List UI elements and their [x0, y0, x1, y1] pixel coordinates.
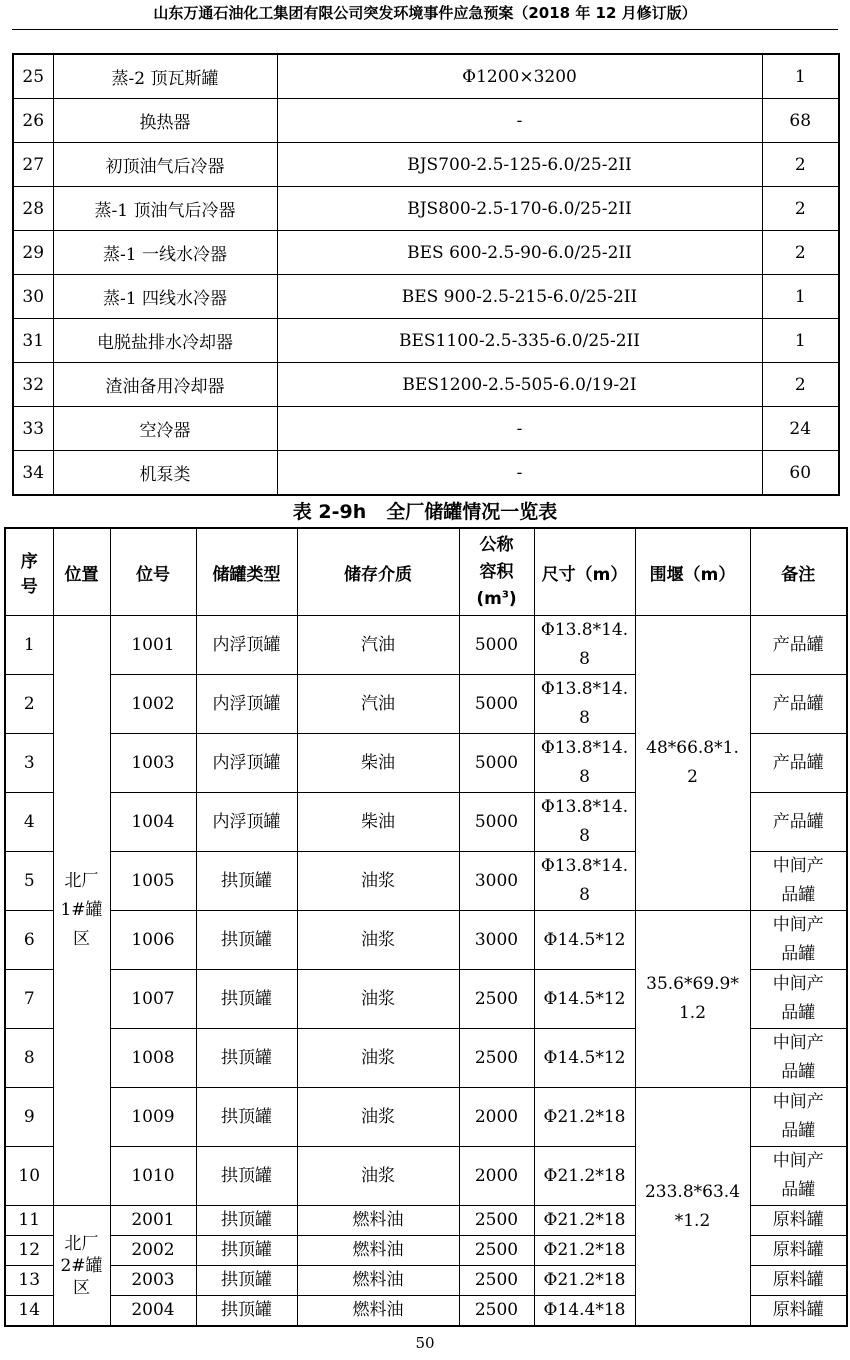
tank-remark-cell: 产品罐 [750, 675, 847, 734]
tank-capacity-cell: 2000 [459, 1147, 534, 1206]
tank-medium-cell: 油浆 [297, 1147, 459, 1206]
tank-remark-cell: 中间产 品罐 [750, 1147, 847, 1206]
tank-capacity-cell: 5000 [459, 675, 534, 734]
equipment-qty-cell: 2 [762, 363, 839, 407]
tank-medium-cell: 柴油 [297, 734, 459, 793]
location-cell: 北厂 2#罐 区 [53, 1206, 110, 1327]
tank-size-cell: Φ13.8*14. 8 [534, 734, 635, 793]
tank-size-cell: Φ13.8*14. 8 [534, 852, 635, 911]
tank-capacity-cell: 2000 [459, 1088, 534, 1147]
tank-tag-cell: 1001 [110, 616, 196, 675]
equipment-spec-cell: - [277, 407, 762, 451]
tank-no-cell: 5 [5, 852, 53, 911]
header-capacity: 公称 容积 $(m^3)$ [459, 528, 534, 616]
equipment-qty-cell: 68 [762, 99, 839, 143]
table-row [13, 407, 839, 451]
tank-capacity-cell: 2500 [459, 970, 534, 1029]
tank-no-cell: 1 [5, 616, 53, 675]
tank-no-cell: 14 [5, 1296, 53, 1327]
tank-tag-cell: 1005 [110, 852, 196, 911]
header-remark: 备注 [750, 528, 847, 616]
tank-capacity-cell: 2500 [459, 1236, 534, 1266]
equipment-spec-cell: BES 600-2.5-90-6.0/25-2II [277, 231, 762, 275]
dike-cell: 48*66.8*1. 2 [635, 616, 750, 911]
table-row [13, 54, 839, 99]
tank-type-cell: 内浮顶罐 [196, 793, 297, 852]
tank-remark-cell: 中间产 品罐 [750, 970, 847, 1029]
tank-no-cell: 7 [5, 970, 53, 1029]
tank-remark-cell: 中间产 品罐 [750, 852, 847, 911]
tank-medium-cell: 燃料油 [297, 1236, 459, 1266]
tank-type-cell: 内浮顶罐 [196, 734, 297, 793]
header-tag: 位号 [110, 528, 196, 616]
equipment-spec-cell: - [277, 451, 762, 496]
tank-tag-cell: 2003 [110, 1266, 196, 1296]
equipment-spec-cell: BJS700-2.5-125-6.0/25-2II [277, 143, 762, 187]
tank-tag-cell: 2004 [110, 1296, 196, 1327]
equipment-no-cell: 25 [13, 54, 53, 99]
tank-type-cell: 拱顶罐 [196, 1088, 297, 1147]
tank-tag-cell: 1009 [110, 1088, 196, 1147]
tank-type-cell: 拱顶罐 [196, 1206, 297, 1236]
tank-medium-cell: 油浆 [297, 1088, 459, 1147]
equipment-name-cell: 蒸-2 顶瓦斯罐 [53, 54, 277, 99]
tank-remark-cell: 原料罐 [750, 1266, 847, 1296]
tank-tag-cell: 1003 [110, 734, 196, 793]
tank-medium-cell: 燃料油 [297, 1296, 459, 1327]
tank-type-cell: 拱顶罐 [196, 852, 297, 911]
equipment-no-cell: 31 [13, 319, 53, 363]
document-header-title: 山东万通石油化工集团有限公司突发环境事件应急预案（2018 年 12 月修订版） [153, 4, 697, 22]
tank-type-cell: 内浮顶罐 [196, 616, 297, 675]
tank-size-cell: Φ21.2*18 [534, 1088, 635, 1147]
equipment-table-body [13, 54, 839, 495]
tank-table [4, 527, 848, 1327]
tank-medium-cell: 油浆 [297, 852, 459, 911]
tank-remark-cell: 原料罐 [750, 1206, 847, 1236]
tank-remark-cell: 中间产 品罐 [750, 911, 847, 970]
equipment-spec-cell: BES1200-2.5-505-6.0/19-2I [277, 363, 762, 407]
tank-type-cell: 拱顶罐 [196, 1147, 297, 1206]
tank-size-cell: Φ13.8*14. 8 [534, 675, 635, 734]
table-row [5, 911, 847, 970]
tank-medium-cell: 油浆 [297, 911, 459, 970]
tank-size-cell: Φ13.8*14. 8 [534, 793, 635, 852]
equipment-qty-cell: 1 [762, 319, 839, 363]
table-row [13, 451, 839, 496]
tank-tag-cell: 1002 [110, 675, 196, 734]
tank-tag-cell: 1004 [110, 793, 196, 852]
equipment-no-cell: 28 [13, 187, 53, 231]
tank-medium-cell: 燃料油 [297, 1266, 459, 1296]
equipment-name-cell: 换热器 [53, 99, 277, 143]
equipment-spec-cell: Φ1200×3200 [277, 54, 762, 99]
table-row [13, 363, 839, 407]
tank-medium-cell: 汽油 [297, 675, 459, 734]
table-row [5, 1088, 847, 1147]
equipment-no-cell: 30 [13, 275, 53, 319]
equipment-qty-cell: 60 [762, 451, 839, 496]
tank-no-cell: 11 [5, 1206, 53, 1236]
tank-medium-cell: 燃料油 [297, 1206, 459, 1236]
equipment-qty-cell: 2 [762, 231, 839, 275]
tank-no-cell: 2 [5, 675, 53, 734]
tank-size-cell: Φ21.2*18 [534, 1147, 635, 1206]
equipment-no-cell: 29 [13, 231, 53, 275]
tank-type-cell: 内浮顶罐 [196, 675, 297, 734]
table-row [13, 143, 839, 187]
equipment-name-cell: 机泵类 [53, 451, 277, 496]
tank-no-cell: 4 [5, 793, 53, 852]
tank-no-cell: 8 [5, 1029, 53, 1088]
tank-tag-cell: 2002 [110, 1236, 196, 1266]
tank-tag-cell: 1006 [110, 911, 196, 970]
tank-tag-cell: 1008 [110, 1029, 196, 1088]
tank-remark-cell: 产品罐 [750, 793, 847, 852]
tank-remark-cell: 产品罐 [750, 734, 847, 793]
equipment-qty-cell: 2 [762, 187, 839, 231]
equipment-qty-cell: 24 [762, 407, 839, 451]
tank-remark-cell: 中间产 品罐 [750, 1029, 847, 1088]
table-row [5, 616, 847, 675]
tank-capacity-cell: 2500 [459, 1296, 534, 1327]
tank-remark-cell: 原料罐 [750, 1296, 847, 1327]
equipment-name-cell: 渣油备用冷却器 [53, 363, 277, 407]
tank-capacity-cell: 3000 [459, 852, 534, 911]
equipment-no-cell: 27 [13, 143, 53, 187]
tank-size-cell: Φ13.8*14. 8 [534, 616, 635, 675]
tank-tag-cell: 1007 [110, 970, 196, 1029]
tank-size-cell: Φ14.5*12 [534, 1029, 635, 1088]
table-row [13, 99, 839, 143]
tank-no-cell: 12 [5, 1236, 53, 1266]
equipment-no-cell: 32 [13, 363, 53, 407]
equipment-name-cell: 蒸-1 顶油气后冷器 [53, 187, 277, 231]
table-row [13, 187, 839, 231]
location-cell: 北厂 1#罐 区 [53, 616, 110, 1206]
equipment-qty-cell: 2 [762, 143, 839, 187]
tank-tag-cell: 2001 [110, 1206, 196, 1236]
equipment-name-cell: 蒸-1 四线水冷器 [53, 275, 277, 319]
equipment-name-cell: 初顶油气后冷器 [53, 143, 277, 187]
tank-type-cell: 拱顶罐 [196, 911, 297, 970]
tank-no-cell: 13 [5, 1266, 53, 1296]
tank-type-cell: 拱顶罐 [196, 1266, 297, 1296]
tank-type-cell: 拱顶罐 [196, 1029, 297, 1088]
tank-medium-cell: 油浆 [297, 970, 459, 1029]
tank-capacity-cell: 2500 [459, 1266, 534, 1296]
tank-table-caption [0, 497, 850, 527]
tank-capacity-cell: 2500 [459, 1029, 534, 1088]
header-dike: 围堰（m） [635, 528, 750, 616]
equipment-spec-cell: BJS800-2.5-170-6.0/25-2II [277, 187, 762, 231]
tank-size-cell: Φ21.2*18 [534, 1236, 635, 1266]
page-number: 50 [415, 1334, 435, 1352]
tank-remark-cell: 原料罐 [750, 1236, 847, 1266]
table-row [13, 275, 839, 319]
tank-medium-cell: 柴油 [297, 793, 459, 852]
header-tank-type: 储罐类型 [196, 528, 297, 616]
tank-size-cell: Φ14.5*12 [534, 970, 635, 1029]
tank-capacity-cell: 5000 [459, 616, 534, 675]
header-location: 位置 [53, 528, 110, 616]
equipment-table [12, 53, 840, 496]
dike-cell: 35.6*69.9* 1.2 [635, 911, 750, 1088]
equipment-spec-cell: BES1100-2.5-335-6.0/25-2II [277, 319, 762, 363]
header-size: 尺寸（m） [534, 528, 635, 616]
equipment-name-cell: 电脱盐排水冷却器 [53, 319, 277, 363]
caption-title: 全厂储罐情况一览表 [386, 501, 558, 523]
tank-table-header-row [5, 528, 847, 616]
equipment-no-cell: 34 [13, 451, 53, 496]
tank-no-cell: 9 [5, 1088, 53, 1147]
tank-capacity-cell: 5000 [459, 734, 534, 793]
equipment-spec-cell: BES 900-2.5-215-6.0/25-2II [277, 275, 762, 319]
tank-remark-cell: 中间产 品罐 [750, 1088, 847, 1147]
equipment-name-cell: 蒸-1 一线水冷器 [53, 231, 277, 275]
tank-capacity-cell: 3000 [459, 911, 534, 970]
tank-size-cell: Φ21.2*18 [534, 1206, 635, 1236]
tank-type-cell: 拱顶罐 [196, 1236, 297, 1266]
tank-type-cell: 拱顶罐 [196, 1296, 297, 1327]
tank-type-cell: 拱顶罐 [196, 970, 297, 1029]
dike-cell: 233.8*63.4 *1.2 [635, 1088, 750, 1327]
table-row [13, 231, 839, 275]
tank-size-cell: Φ14.5*12 [534, 911, 635, 970]
equipment-qty-cell: 1 [762, 54, 839, 99]
header-medium: 储存介质 [297, 528, 459, 616]
tank-table-body [5, 616, 847, 1327]
equipment-no-cell: 26 [13, 99, 53, 143]
tank-tag-cell: 1010 [110, 1147, 196, 1206]
equipment-no-cell: 33 [13, 407, 53, 451]
table-row [13, 319, 839, 363]
equipment-spec-cell: - [277, 99, 762, 143]
tank-remark-cell: 产品罐 [750, 616, 847, 675]
tank-no-cell: 3 [5, 734, 53, 793]
tank-no-cell: 6 [5, 911, 53, 970]
tank-medium-cell: 汽油 [297, 616, 459, 675]
equipment-name-cell: 空冷器 [53, 407, 277, 451]
equipment-qty-cell: 1 [762, 275, 839, 319]
tank-capacity-cell: 5000 [459, 793, 534, 852]
tank-no-cell: 10 [5, 1147, 53, 1206]
header-divider [12, 29, 838, 30]
tank-size-cell: Φ14.4*18 [534, 1296, 635, 1327]
header-seq: 序 号 [5, 528, 53, 616]
tank-medium-cell: 油浆 [297, 1029, 459, 1088]
tank-capacity-cell: 2500 [459, 1206, 534, 1236]
tank-size-cell: Φ21.2*18 [534, 1266, 635, 1296]
caption-number: 表 2-9h [292, 501, 367, 523]
